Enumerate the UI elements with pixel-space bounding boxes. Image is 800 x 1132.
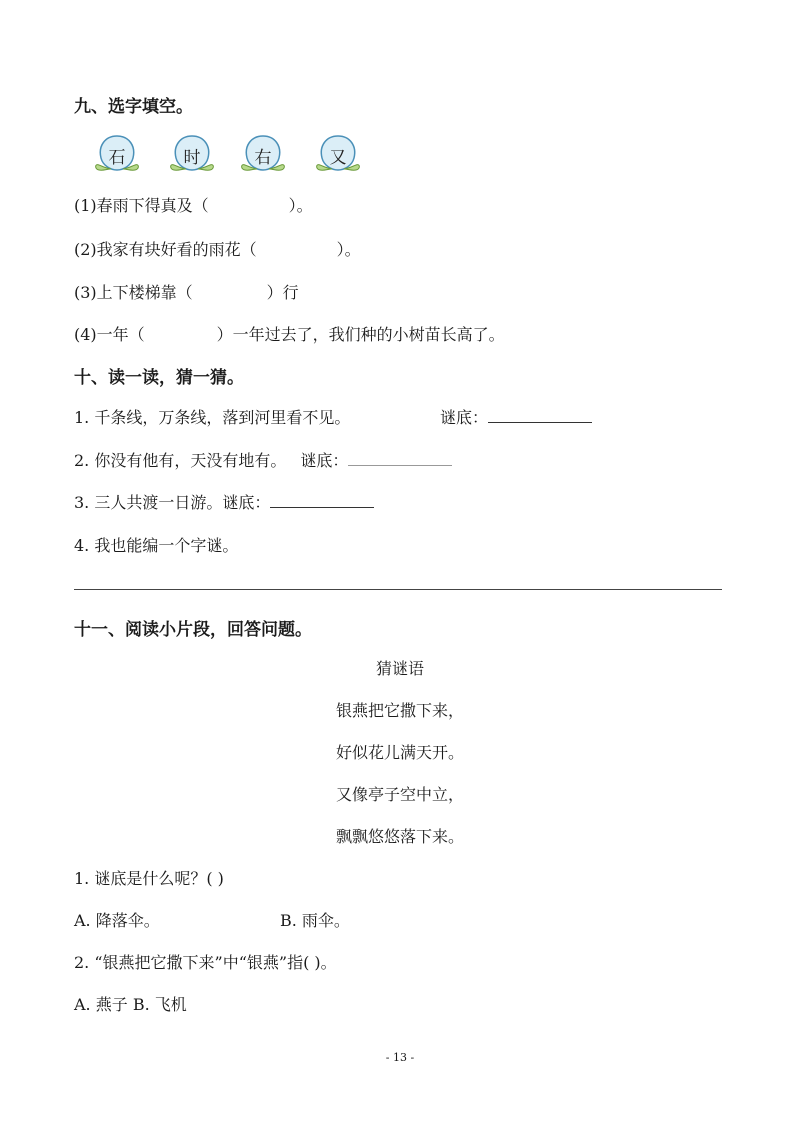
peach-card-2 [168, 133, 216, 173]
peach-char: 时 [183, 148, 201, 168]
fill-item-2 [74, 237, 361, 260]
poem-title: 猜谜语 [375, 659, 424, 678]
peach-char: 又 [329, 148, 347, 168]
answer-blank[interactable] [270, 493, 374, 508]
fill-item-text: ）。 [336, 240, 361, 259]
riddle-4 [74, 533, 238, 556]
fill-item-4 [74, 322, 505, 345]
fill-item-text: (4)一年（ [74, 325, 145, 344]
question-2-options[interactable]: A. 燕子 B. 飞机 [74, 995, 187, 1014]
fill-item-text: ）。 [288, 196, 313, 215]
riddle-3 [74, 490, 374, 513]
riddle-text: 1. 千条线，万条线，落到河里看不见。 [74, 408, 351, 427]
riddle-text: 2. 你没有他有，天没有地有。 [74, 451, 287, 470]
question-1-option-b[interactable]: B. 雨伞。 [280, 911, 350, 930]
fill-item-text: ）一年过去了，我们种的小树苗长高了。 [216, 325, 505, 344]
riddle-1 [74, 405, 350, 428]
answer-label: 谜底： [222, 493, 271, 512]
riddle-2 [74, 448, 452, 471]
peach-char: 石 [108, 148, 126, 168]
answer-line[interactable] [74, 589, 722, 590]
answer-blank[interactable] [488, 408, 592, 423]
section-9-title: 九、选字填空。 [74, 97, 193, 117]
section-10-title: 十、读一读，猜一猜。 [74, 368, 244, 388]
poem-line: 飘飘悠悠落下来。 [335, 827, 464, 846]
fill-item-3 [74, 280, 299, 303]
answer-blank[interactable] [348, 451, 452, 466]
riddle-text: 4. 我也能编一个字谜。 [74, 536, 239, 555]
fill-item-text: (3)上下楼梯靠（ [74, 283, 193, 302]
section-11-title: 十一、阅读小片段，回答问题。 [74, 620, 312, 640]
answer-label: 谜底： [440, 408, 489, 427]
poem-line: 又像亭子空中立， [335, 785, 464, 804]
riddle-text: 3. 三人共渡一日游。 [74, 493, 223, 512]
question-1: 1. 谜底是什么呢？( ) [74, 869, 224, 888]
question-2: 2. “银燕把它撒下来”中“银燕”指( )。 [74, 953, 337, 972]
peach-char: 右 [254, 148, 272, 168]
peach-card-1 [93, 133, 141, 173]
question-1-option-a[interactable]: A. 降落伞。 [74, 911, 160, 930]
fill-item-text: (1)春雨下得真及（ [74, 196, 209, 215]
peach-card-4 [314, 133, 362, 173]
page-number: - 13 - [385, 1051, 415, 1064]
fill-item-text: ）行 [266, 283, 299, 302]
poem-line: 银燕把它撒下来， [335, 701, 464, 720]
fill-item-1 [74, 193, 313, 216]
riddle-1-answer [440, 405, 592, 428]
poem-line: 好似花儿满天开。 [335, 743, 464, 762]
fill-item-text: (2)我家有块好看的雨花（ [74, 240, 257, 259]
peach-card-3 [239, 133, 287, 173]
answer-label: 谜底： [300, 451, 349, 470]
